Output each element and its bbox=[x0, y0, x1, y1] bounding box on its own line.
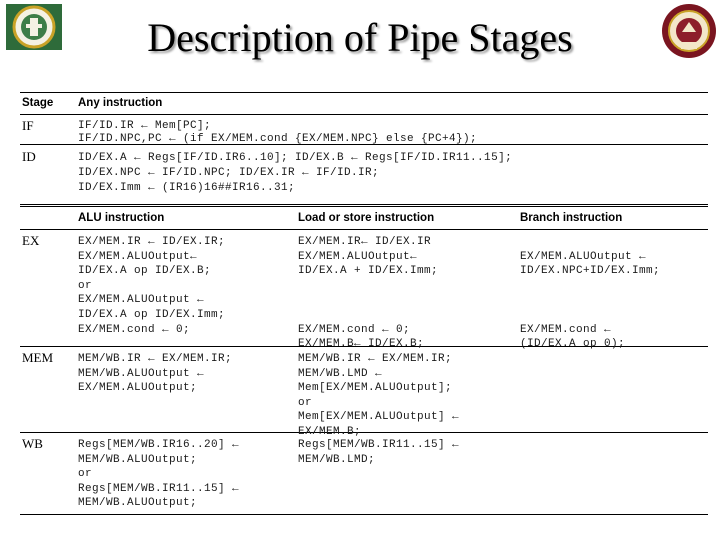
header-any-instruction: Any instruction bbox=[78, 97, 163, 109]
stage-if: IF bbox=[22, 118, 34, 133]
header-load-store-instruction: Load or store instruction bbox=[298, 212, 435, 224]
mem-load-store-instruction: MEM/WB.IR ← EX/MEM.IR; MEM/WB.LMD ← Mem[EX/MEM.ALUOutput]; or Mem[EX/MEM.ALUOutput] ← EX/MEM.B; bbox=[298, 353, 460, 438]
pipe-stages-table bbox=[8, 88, 708, 516]
stage-wb: WB bbox=[22, 436, 43, 451]
ex-branch-instruction: EX/MEM.ALUOutput ← ID/EX.NPC+ID/EX.Imm; EX/MEM.cond ← (ID/EX.A op 0); bbox=[520, 250, 661, 351]
stage-ex: EX bbox=[22, 233, 40, 248]
alu-header-rule bbox=[20, 229, 708, 230]
wb-load-store-instruction: Regs[MEM/WB.IR11..15] ← MEM/WB.LMD; bbox=[298, 439, 460, 466]
id-any-instruction: ID/EX.A ← Regs[IF/ID.IR6..10]; ID/EX.B ← Regs[IF/ID.IR11..15]; ID/EX.NPC ← IF/ID.NPC; ID/EX.IR ← IF/ID.IR; ID/EX.Imm ← (IR16)16##IR16..31; bbox=[78, 152, 513, 194]
wb-alu-instruction: Regs[MEM/WB.IR16..20] ← MEM/WB.ALUOutput; or Regs[MEM/WB.IR11..15] ← MEM/WB.ALUOutput; bbox=[78, 439, 240, 510]
slide-title: Description of Pipe Stages bbox=[147, 15, 573, 60]
stage-id: ID bbox=[22, 149, 36, 164]
ex-alu-instruction: EX/MEM.IR ← ID/EX.IR; EX/MEM.ALUOutput← ID/EX.A op ID/EX.B; or EX/MEM.ALUOutput ← ID/EX.A op ID/EX.Imm; EX/MEM.cond ← 0; bbox=[78, 236, 226, 336]
table-top-rule bbox=[20, 92, 708, 93]
table-bottom-rule bbox=[20, 514, 708, 515]
header-stage: Stage bbox=[22, 97, 54, 109]
stage-mem: MEM bbox=[22, 350, 54, 365]
ex-load-store-instruction: EX/MEM.IR← ID/EX.IR EX/MEM.ALUOutput← ID/EX.A + ID/EX.Imm; EX/MEM.cond ← 0; EX/MEM.B← ID/EX.B; bbox=[298, 236, 439, 351]
id-rule bbox=[20, 204, 708, 207]
header-rule bbox=[20, 114, 708, 115]
header-alu-instruction: ALU instruction bbox=[78, 212, 165, 224]
if-any-instruction: IF/ID.IR ← Mem[PC]; IF/ID.NPC,PC ← (if EX/MEM.cond {EX/MEM.NPC} else {PC+4}); bbox=[78, 120, 478, 145]
header-branch-instruction: Branch instruction bbox=[520, 212, 623, 224]
mem-alu-instruction: MEM/WB.IR ← EX/MEM.IR; MEM/WB.ALUOutput ← EX/MEM.ALUOutput; bbox=[78, 353, 233, 395]
